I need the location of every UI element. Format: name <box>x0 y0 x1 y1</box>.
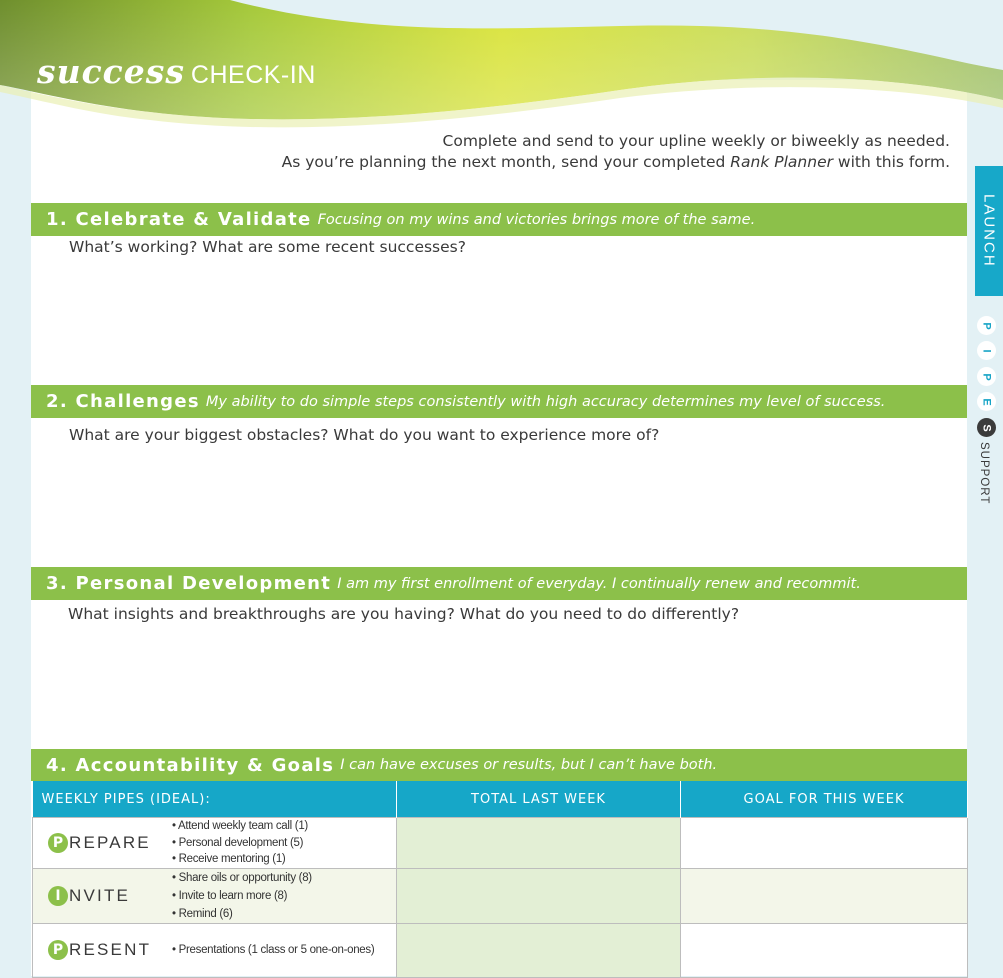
total-last-week-cell[interactable] <box>397 818 681 869</box>
intro-line-1: Complete and send to your upline weekly or biweekly as needed. <box>442 132 950 150</box>
goal-this-week-cell[interactable] <box>681 923 968 977</box>
section-accountability-header <box>31 749 967 781</box>
tab-letter: E <box>980 397 993 406</box>
bullet-item: • Presentations (1 class or 5 one-on-ones) <box>172 943 375 956</box>
goal-this-week-cell[interactable] <box>681 868 968 923</box>
row-label <box>33 818 397 869</box>
section-question: What are your biggest obstacles? What do you want to experience more of? <box>69 426 660 444</box>
section-title: 4. Accountability & Goals <box>46 754 335 776</box>
tab-launch-label: LAUNCH <box>980 194 998 268</box>
section-challenges-header <box>31 385 967 418</box>
letter-circle: I <box>48 886 68 906</box>
intro-line-2 <box>282 152 950 173</box>
row-label <box>33 868 397 923</box>
row-label <box>33 923 397 977</box>
tab-support-label: SUPPORT <box>978 442 990 505</box>
title-script: success <box>37 52 185 91</box>
bullet-list <box>172 942 374 959</box>
column-header-goal: GOAL FOR THIS WEEK <box>681 781 968 818</box>
pipes-table <box>32 781 968 978</box>
table-row-present <box>33 923 968 977</box>
bullet-item: • Share oils or opportunity (8) <box>172 871 312 884</box>
section-motto: I can have excuses or results, but I can’t have both. <box>340 757 718 773</box>
intro-line-2-start: As you’re planning the next month, send your completed <box>281 153 731 171</box>
page-title <box>37 52 316 92</box>
total-last-week-cell[interactable] <box>397 923 681 977</box>
section-motto: Focusing on my wins and victories brings more of the same. <box>317 211 756 228</box>
tab-letter: P <box>980 321 993 330</box>
section-title: 1. Celebrate & Validate <box>46 209 312 230</box>
tab-letter: I <box>980 348 993 353</box>
section-motto: I am my first enrollment of everyday. I continually renew and recommit. <box>337 575 861 592</box>
bullet-list <box>172 869 312 923</box>
total-last-week-cell[interactable] <box>397 868 681 923</box>
tab-letter: S <box>980 423 993 432</box>
tab-invite[interactable] <box>977 341 996 360</box>
section-title: 2. Challenges <box>46 391 200 412</box>
table-row-invite <box>33 868 968 923</box>
goal-this-week-cell[interactable] <box>681 818 968 869</box>
title-main: CHECK-IN <box>190 61 316 89</box>
column-header-total: TOTAL LAST WEEK <box>397 781 681 818</box>
tab-enroll[interactable] <box>977 392 996 411</box>
tab-launch[interactable] <box>975 166 1003 296</box>
section-question: What’s working? What are some recent successes? <box>69 238 466 256</box>
pipe-word: NVITE <box>69 885 131 905</box>
bullet-item: • Attend weekly team call (1) <box>172 820 308 832</box>
intro-text <box>282 131 950 173</box>
column-header-pipes: WEEKLY PIPES (IDEAL): <box>33 781 397 818</box>
table-header-row <box>33 781 968 818</box>
bullet-item: • Remind (6) <box>172 907 233 920</box>
pipe-word: REPARE <box>69 832 151 852</box>
bullet-item: • Personal development (5) <box>172 836 304 849</box>
bullet-item: • Receive mentoring (1) <box>172 853 286 865</box>
rank-planner-text: Rank Planner <box>730 153 833 171</box>
bullet-list <box>172 818 308 868</box>
tab-letter: P <box>980 372 993 381</box>
intro-line-2-end: with this form. <box>832 153 950 171</box>
letter-circle: P <box>48 940 68 960</box>
section-title: 3. Personal Development <box>46 573 332 594</box>
tab-prepare[interactable] <box>977 316 996 335</box>
section-celebrate-header <box>31 203 967 236</box>
section-question: What insights and breakthroughs are you having? What do you need to do differently? <box>68 605 740 623</box>
section-development-header <box>31 567 967 600</box>
tab-support[interactable] <box>977 418 996 437</box>
tab-present[interactable] <box>977 367 996 386</box>
letter-circle: P <box>48 833 68 853</box>
bullet-item: • Invite to learn more (8) <box>172 889 288 902</box>
pipe-word: RESENT <box>69 940 152 959</box>
section-motto: My ability to do simple steps consistently with high accuracy determines my level of success. <box>205 393 886 410</box>
table-row-prepare <box>33 818 968 869</box>
